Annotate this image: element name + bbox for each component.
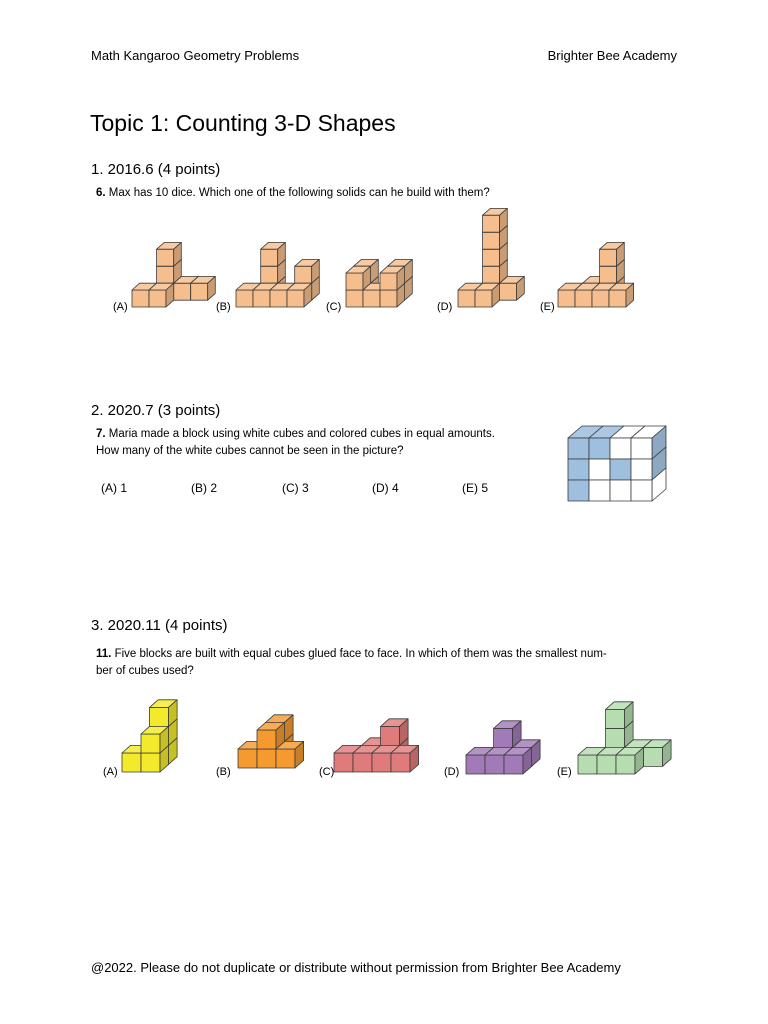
problem-3-number: 11. xyxy=(96,648,112,660)
problem-2-answer-a: (A) 1 xyxy=(101,481,128,495)
block-d-cube xyxy=(494,721,521,748)
solid-c-cube xyxy=(346,266,371,290)
solid-c-cube xyxy=(380,266,405,290)
block-front-cell xyxy=(610,480,631,501)
problem-2-text-line-2: How many of the white cubes cannot be seen in the picture? xyxy=(96,445,404,457)
problem-2-title: 2. 2020.7 (3 points) xyxy=(91,402,221,419)
problem-2-answer-c: (C) 3 xyxy=(282,481,309,495)
block-front-cell xyxy=(589,459,610,480)
problem-3-choice-d-label: (D) xyxy=(444,766,460,778)
problem-3-text-line-2: ber of cubes used? xyxy=(96,665,194,677)
problem-3-choice-b-label: (B) xyxy=(216,766,231,778)
header-left-title: Math Kangaroo Geometry Problems xyxy=(91,48,300,63)
problem-2-number: 7. xyxy=(96,428,106,440)
problem-1-choice-c-label: (C) xyxy=(326,301,342,313)
solid-b-cube xyxy=(295,259,320,283)
problem-1-choice-d-label: (D) xyxy=(437,301,453,313)
problem-2-statement xyxy=(96,426,495,460)
problem-1-figure xyxy=(96,195,676,320)
solid-b-cube xyxy=(287,283,312,307)
solid-a-cube xyxy=(191,276,216,300)
block-front-cell xyxy=(631,459,652,480)
problem-3-text-line-1: Five blocks are built with equal cubes glued face to face. In which of them was the smallest num- xyxy=(114,648,607,660)
problem-1-title: 1. 2016.6 (4 points) xyxy=(91,161,221,178)
block-front-cell xyxy=(610,438,631,459)
block-front-cell xyxy=(568,480,589,501)
block-front-cell xyxy=(568,459,589,480)
block-b-cube xyxy=(257,722,285,749)
solid-a-cube xyxy=(149,283,174,307)
block-front-cell xyxy=(589,438,610,459)
block-front-cell xyxy=(631,480,652,501)
problem-1-text: Max has 10 dice. Which one of the following solids can he build with them? xyxy=(108,187,490,199)
footer-copyright: @2022. Please do not duplicate or distribute without permission from Brighter Bee Academy xyxy=(91,960,621,975)
problem-3-figure xyxy=(96,690,676,785)
block-a-cube xyxy=(150,700,178,727)
solid-b-cube xyxy=(261,242,286,266)
block-e-cube xyxy=(644,740,672,767)
block-a-cube xyxy=(141,726,169,753)
solid-d-cube xyxy=(483,208,508,232)
problem-1-number: 6. xyxy=(96,187,106,199)
solid-d-cube xyxy=(475,283,500,307)
problem-1-choice-e-label: (E) xyxy=(540,301,555,313)
block-e-cube xyxy=(616,747,644,774)
problem-3-choice-a-label: (A) xyxy=(103,766,118,778)
solid-a-cube xyxy=(157,242,182,266)
topic-title: Topic 1: Counting 3-D Shapes xyxy=(90,110,396,136)
problem-3-title: 3. 2020.11 (4 points) xyxy=(91,617,228,634)
problem-3-choice-c-label: (C) xyxy=(319,766,335,778)
header-right-title: Brighter Bee Academy xyxy=(547,48,677,63)
block-c-cube xyxy=(381,719,409,746)
block-e-cube xyxy=(606,702,634,729)
block-front-cell xyxy=(589,480,610,501)
block-front-cell xyxy=(610,459,631,480)
block-d-cube xyxy=(504,747,532,774)
problem-3-statement xyxy=(96,646,607,680)
block-c-cube xyxy=(391,745,419,772)
problem-2-block-figure xyxy=(566,424,674,502)
solid-e-cube xyxy=(609,283,634,307)
problem-2-text-line-1: Maria made a block using white cubes and colored cubes in equal amounts. xyxy=(108,428,495,440)
problem-2-answer-b: (B) 2 xyxy=(191,481,218,495)
problem-3-choice-e-label: (E) xyxy=(557,766,572,778)
block-front-cell xyxy=(568,438,589,459)
problem-1-choice-a-label: (A) xyxy=(113,301,128,313)
block-front-cell xyxy=(631,438,652,459)
problem-2-answer-d: (D) 4 xyxy=(372,481,399,495)
problem-2-answer-e: (E) 5 xyxy=(462,481,489,495)
solid-e-cube xyxy=(600,242,625,266)
problem-1-choice-b-label: (B) xyxy=(216,301,231,313)
